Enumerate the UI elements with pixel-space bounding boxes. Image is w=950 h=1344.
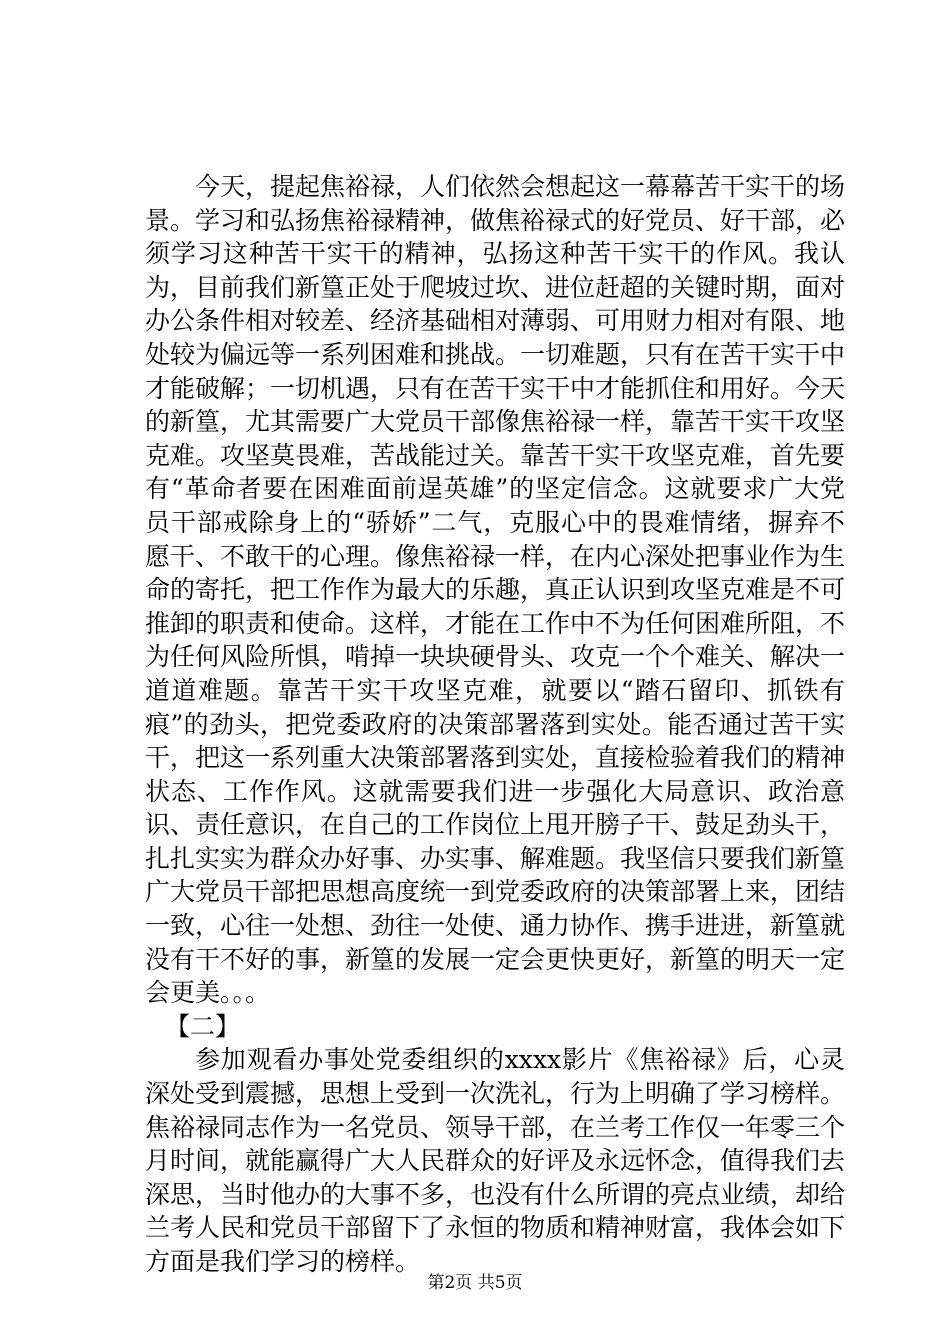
paragraph-1: 今天，提起焦裕禄，人们依然会想起这一幕幕苦干实干的场景。学习和弘扬焦裕禄精神，做焦裕禄式的好党员、好干部，必须学习这种苦干实干的精神，弘扬这种苦干实干的作风。我认为，目前我们新篁正处于爬坡过坎、进位赶超的关键时期，面对办公条件相对较差、经济基础相对薄弱、可用财力相对有限、地处较为偏远等一系列困难和挑战。一切难题，只有在苦干实干中才能破解；一切机遇，只有在苦干实干中才能抓住和用好。今天的新篁，尤其需要广大党员干部像焦裕禄一样，靠苦干实干攻坚克难。攻坚莫畏难，苦战能过关。靠苦干实干攻坚克难，首先要有“革命者要在困难面前逞英雄”的坚定信念。这就要求广大党员干部戒除身上的“骄娇”二气，克服心中的畏难情绪，摒弃不愿干、不敢干的心理。像焦裕禄一样，在内心深处把事业作为生命的寄托，把工作作为最大的乐趣，真正认识到攻坚克难是不可推卸的职责和使命。这样，才能在工作中不为任何困难所阻，不为任何风险所惧，啃掉一块块硬骨头、攻克一个个难关、解决一道道难题。靠苦干实干攻坚克难，就要以“踏石留印、抓铁有痕”的劲头，把党委政府的决策部署落到实处。能否通过苦干实干，把这一系列重大决策部署落到实处，直接检验着我们的精神状态、工作作风。这就需要我们进一步强化大局意识、政治意识、责任意识，在自己的工作岗位上甩开膀子干、鼓足劲头干，扎扎实实为群众办好事、办实事、解难题。我坚信只要我们新篁广大党员干部把思想高度统一到党委政府的决策部署上来，团结一致，心往一处想、劲往一处使、通力协作、携手进进，新篁就没有干不好的事，新篁的发展一定会更快更好，新篁的明天一定会更美。。。: [145, 172, 846, 1008]
page-footer: 第2页 共5页: [427, 1273, 523, 1293]
section-heading: 【二】: [165, 1011, 241, 1041]
paragraph-2: 参加观看办事处党委组织的xxxx影片《焦裕禄》后，心灵深处受到震撼，思想上受到一次洗礼，行为上明确了学习榜样。焦裕禄同志作为一名党员、领导干部，在兰考工作仅一年零三个月时间，就能赢得广大人民群众的好评及永远怀念，值得我们去深思，当时他办的大事不多，也没有什么所谓的亮点业绩，却给兰考人民和党员干部留下了永恒的物质和精神财富，我体会如下方面是我们学习的榜样。: [145, 1045, 846, 1276]
document-body: [145, 170, 845, 1279]
